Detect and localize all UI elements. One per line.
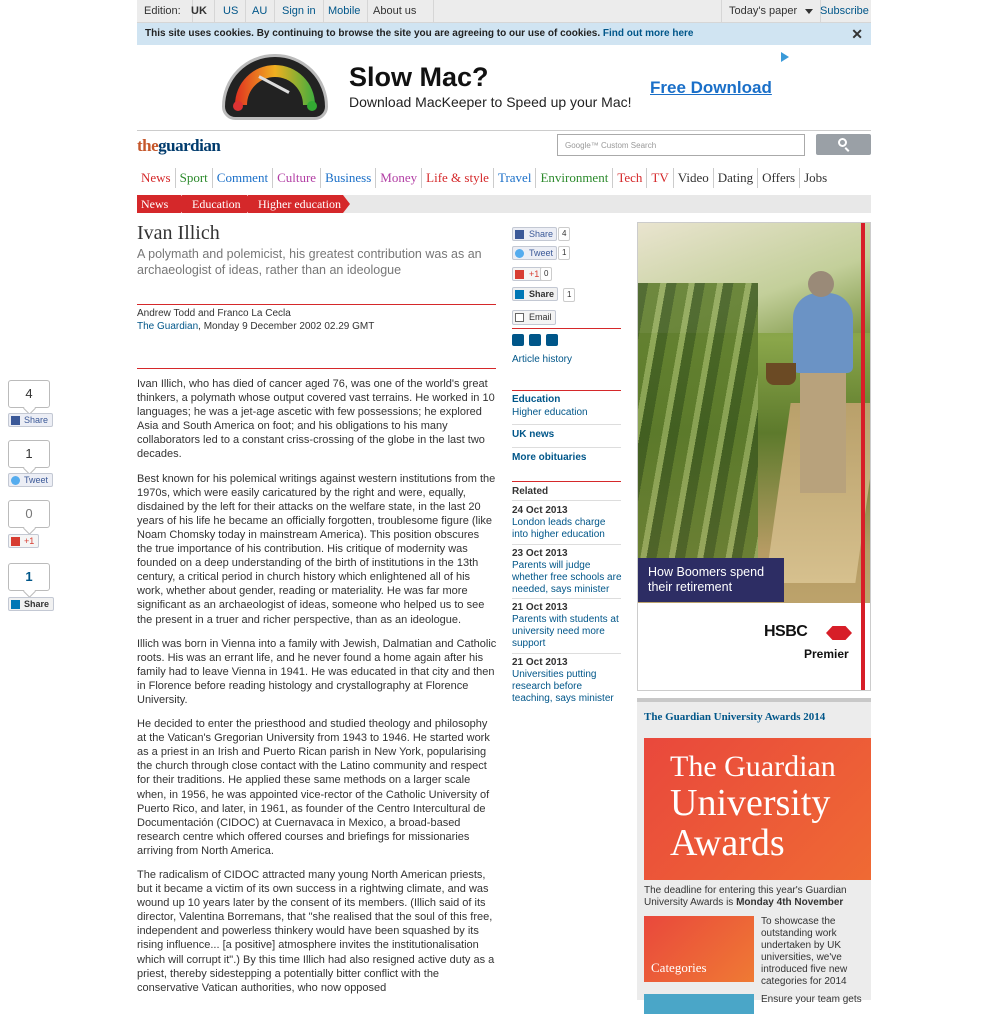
twitter-icon xyxy=(515,249,524,258)
search-input[interactable]: Google™ Custom Search xyxy=(557,134,805,156)
linkedin-share-count: 1 xyxy=(563,288,575,302)
related-link[interactable]: Parents will judge whether free schools are needed, says minister xyxy=(512,560,622,595)
linkedin-share-button[interactable]: Share xyxy=(512,287,558,301)
tag-education[interactable]: Education xyxy=(512,394,561,405)
nav-item-sport[interactable]: Sport xyxy=(176,168,213,188)
nav-item-tv[interactable]: TV xyxy=(647,168,673,188)
facebook-icon xyxy=(11,416,20,425)
article-title: Ivan Illich xyxy=(137,222,220,244)
tag-uk-news[interactable]: UK news xyxy=(512,429,555,440)
divider xyxy=(512,481,621,482)
mackeeper-ad[interactable] xyxy=(137,46,871,128)
floating-google-plus-count: 0 xyxy=(8,500,50,528)
twitter-icon xyxy=(11,476,20,485)
google-plus-icon xyxy=(11,537,20,546)
ad-subtext: Download MacKeeper to Speed up your Mac! xyxy=(349,94,632,110)
divider xyxy=(512,424,621,425)
divider xyxy=(137,368,496,369)
email-icon xyxy=(515,313,524,322)
guardian-logo[interactable]: theguardian xyxy=(137,136,221,155)
subscribe-link[interactable]: Subscribe xyxy=(820,5,869,17)
close-icon[interactable]: ✕ xyxy=(851,26,863,42)
about-us-menu[interactable] xyxy=(366,0,434,23)
save-icon[interactable] xyxy=(546,334,558,346)
linkedin-icon xyxy=(11,600,20,609)
google-plus-icon xyxy=(515,270,524,279)
edition-label: Edition: xyxy=(137,0,193,23)
related-date: 21 Oct 2013 xyxy=(512,657,568,668)
nav-item-money[interactable]: Money xyxy=(376,168,422,188)
ad-download-link[interactable]: Free Download xyxy=(650,78,772,97)
breadcrumb-higher-education[interactable]: Higher education xyxy=(247,195,343,213)
nav-item-business[interactable]: Business xyxy=(321,168,376,188)
google-plus-count: 0 xyxy=(540,267,552,281)
nav-item-video[interactable]: Video xyxy=(674,168,714,188)
floating-facebook-share[interactable]: Share xyxy=(8,413,53,427)
body-paragraph: Best known for his polemical writings against western institutions from the 1970s, which were easily caricatured by the right and were, equally, disdained by the left for their attacks on the welfare state, in the last 20 years of his life he became an officially forgotten, troublesome figure (like Noam Chomsky today in mainstream America). This position obscures the true importance of his contribution. His critique of modernity was founded on a deep understanding of the birth of institutions in the 13th century, a critical period in church history which enlightened all of his work, whether about gender, reading or materiality. He was far more significant as an archaeologist of ideas, someone who helped us to see the present in a truer and richer perspective, than as an ideologue. xyxy=(137,472,496,626)
breadcrumb-news[interactable]: News xyxy=(137,195,181,213)
tag-higher-education[interactable]: Higher education xyxy=(512,407,588,418)
author-names: Andrew Todd and Franco La Cecla xyxy=(137,308,291,319)
linkedin-icon xyxy=(515,290,524,299)
share-icon[interactable] xyxy=(529,334,541,346)
cookie-more-link[interactable]: Find out more here xyxy=(602,28,694,39)
adchoices-icon[interactable] xyxy=(781,52,789,62)
chevron-down-icon xyxy=(805,9,813,14)
breadcrumb-education[interactable]: Education xyxy=(181,195,247,213)
article-standfirst: A polymath and polemicist, his greatest contribution was as an archaeologist of ideas, rather than an ideologue xyxy=(137,247,482,277)
search-icon xyxy=(838,138,847,147)
edition-us[interactable]: US xyxy=(216,0,246,23)
facebook-share-button[interactable]: Share xyxy=(512,227,557,241)
related-link[interactable]: Parents with students at university need more support xyxy=(512,614,619,649)
google-plus-button[interactable]: +1 xyxy=(512,267,543,281)
nav-item-life-style[interactable]: Life & style xyxy=(422,168,494,188)
hsbc-logo-text: HSBC xyxy=(764,623,808,640)
walking-man-image xyxy=(800,373,846,493)
facebook-share-count: 4 xyxy=(558,227,570,241)
nav-item-environment[interactable]: Environment xyxy=(536,168,613,188)
more-obituaries-link[interactable]: More obituaries xyxy=(512,452,587,463)
hsbc-premier-label: Premier xyxy=(804,647,849,661)
university-awards-promo xyxy=(637,698,871,1005)
awards-heading[interactable]: The Guardian University Awards 2014 xyxy=(644,711,826,723)
masthead xyxy=(137,130,871,160)
breadcrumb xyxy=(137,195,871,213)
tweet-count: 1 xyxy=(558,246,570,260)
article-body xyxy=(137,377,497,1005)
edition-au[interactable]: AU xyxy=(245,0,275,23)
body-paragraph: He decided to enter the priesthood and studied theology and philosophy at the Vatican's Gregorian University from 1943 to 1946. He started work as a priest in an Irish and Puerto Rican parish in New York, popularising the church through close contact with the Latino community and respect for their traditions. He applied these same methods on a larger scale when, in 1956, he was appointed vice-rector of the Catholic University of Puerto Rico, and later, in 1961, as founder of the Centro Intercultural de Documentación (CIDOC) at Cuernavaca in Mexico, a broad-based research centre which offered courses and briefings for missionaries arriving from North America. xyxy=(137,718,490,857)
cookie-notice xyxy=(137,23,871,45)
divider xyxy=(512,390,621,391)
edition-uk[interactable]: UK xyxy=(184,0,215,23)
related-date: 21 Oct 2013 xyxy=(512,602,568,613)
ad-headline: Slow Mac? xyxy=(349,62,489,92)
floating-facebook-count: 4 xyxy=(8,380,50,408)
divider xyxy=(512,328,621,329)
body-paragraph: The radicalism of CIDOC attracted many young North American priests, but it became a victim of its own success in a rightwing climate, and was wound up 10 years later by the consent of its members. (Illich said of its director, Valentina Borremans, that "she realised that the soul of this free, independent and powerless thinkery would have been squashed by its rising influence... [a positive] atmosphere invites the institutionalisation which will corrupt it".) By this time Illich had also resigned active duty as a priest, thereby sidestepping a potentially bitter conflict with the conservative Vatican authorities, who now opposed xyxy=(137,869,495,994)
next-tile[interactable] xyxy=(644,994,754,1014)
divider xyxy=(512,653,621,654)
speedometer-icon xyxy=(222,54,328,120)
floating-tweet-count: 1 xyxy=(8,440,50,468)
awards-banner[interactable]: The Guardian University Awards xyxy=(644,738,871,880)
divider xyxy=(512,500,621,501)
about-us-label: About us xyxy=(373,5,417,17)
mobile-link[interactable]: Mobile xyxy=(321,0,368,23)
edition-bar xyxy=(137,0,871,23)
divider xyxy=(512,544,621,545)
divider xyxy=(137,304,496,305)
floating-linkedin-share[interactable]: Share xyxy=(8,597,54,611)
related-heading: Related xyxy=(512,486,549,497)
facebook-icon xyxy=(515,230,524,239)
byline xyxy=(137,307,374,333)
related-date: 24 Oct 2013 xyxy=(512,505,568,516)
categories-tile[interactable]: Categories xyxy=(644,916,754,982)
nav-item-tech[interactable]: Tech xyxy=(613,168,647,188)
awards-deadline: The deadline for entering this year's Guardian University Awards is Monday 4th November xyxy=(644,885,847,908)
tweet-button[interactable]: Tweet xyxy=(512,246,557,260)
nav-item-comment[interactable]: Comment xyxy=(213,168,273,188)
search-button[interactable] xyxy=(816,134,871,155)
sign-in-link[interactable]: Sign in xyxy=(275,0,324,23)
related-link[interactable]: Universities putting research before teaching, says minister xyxy=(512,669,614,704)
cookie-text: This site uses cookies. By continuing to browse the site you are agreeing to our use of cookies. xyxy=(145,28,601,39)
divider xyxy=(512,447,621,448)
related-link[interactable]: London leads charge into higher education xyxy=(512,517,606,540)
publish-date: , Monday 9 December 2002 02.29 GMT xyxy=(198,321,375,332)
body-paragraph: Ivan Illich, who has died of cancer aged 76, was one of the world's great thinkers, a polymath whose output covered vast terrains. He worked in 10 languages; he was a jet-age ascetic with few possessions; he explored Asia and South America on foot; and his obligations to his many collaborators led to a constant criss-crossing of the globe in the last two decades. xyxy=(137,378,495,461)
nav-item-culture[interactable]: Culture xyxy=(273,168,321,188)
email-button[interactable]: Email xyxy=(512,310,556,325)
categories-description: To showcase the outstanding work undertaken by UK universities, we've introduced five new categories for 2014 xyxy=(761,916,848,987)
print-icon[interactable] xyxy=(512,334,524,346)
nav-item-dating[interactable]: Dating xyxy=(714,168,758,188)
hsbc-ad[interactable] xyxy=(637,222,871,691)
divider xyxy=(512,598,621,599)
todays-paper-label: Today's paper xyxy=(729,5,798,17)
nav-item-jobs[interactable]: Jobs xyxy=(804,170,828,185)
floating-google-plus-button[interactable]: +1 xyxy=(8,534,39,548)
article-history-link[interactable]: Article history xyxy=(512,354,573,365)
nav-item-travel[interactable]: Travel xyxy=(494,168,536,188)
nav-item-offers[interactable]: Offers xyxy=(758,168,800,188)
body-paragraph: Illich was born in Vienna into a family with Jewish, Dalmatian and Catholic roots. His was an errant life, and he never found a home again after his family had to leave Vienna in 1941. He was educated in that city and then in Florence before reading histology and crystallography at Florence University. xyxy=(137,637,497,706)
section-nav xyxy=(137,168,871,188)
ad-tagline: How Boomers spend their retirement xyxy=(638,558,784,602)
floating-tweet-button[interactable]: Tweet xyxy=(8,473,53,487)
related-date: 23 Oct 2013 xyxy=(512,548,568,559)
nav-item-news[interactable]: News xyxy=(137,168,176,188)
todays-paper-menu[interactable] xyxy=(721,0,821,23)
next-description: Ensure your team gets xyxy=(761,994,862,1005)
publication-link[interactable]: The Guardian xyxy=(137,321,199,332)
floating-linkedin-count: 1 xyxy=(8,563,50,591)
